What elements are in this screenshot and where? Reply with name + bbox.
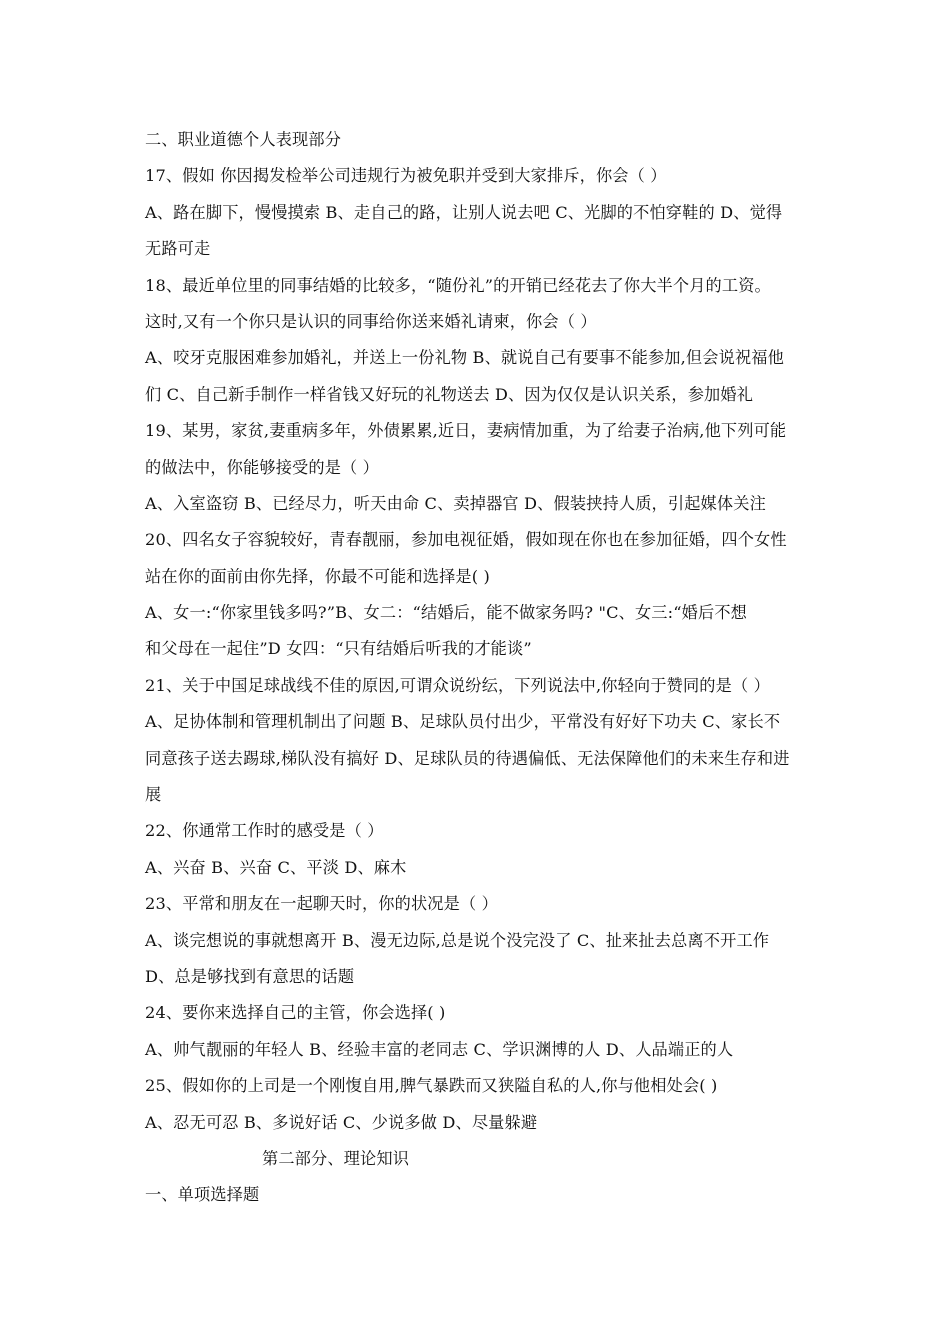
question-23: 23、平常和朋友在一起聊天时，你的状况是（ ） bbox=[145, 894, 498, 914]
question-20: 20、四名女子容貌较好，青春靓丽，参加电视征婚，假如现在你也在参加征婚，四个女性 bbox=[145, 530, 787, 550]
question-22: 22、你通常工作时的感受是（ ） bbox=[145, 821, 384, 841]
question-17: 17、假如 你因揭发检举公司违规行为被免职并受到大家排斥，你会（ ） bbox=[145, 166, 667, 186]
question-19-cont: 的做法中，你能够接受的是（ ） bbox=[145, 457, 380, 477]
question-17-options: A、路在脚下，慢慢摸索 B、走自己的路，让别人说去吧 C、光脚的不怕穿鞋的 D、觉得 bbox=[145, 202, 783, 222]
question-23-options: A、谈完想说的事就想离开 B、漫无边际,总是说个没完没了 C、扯来扯去总离不开工作 bbox=[145, 930, 770, 950]
question-21-options-end: 展 bbox=[145, 785, 162, 805]
question-25-options: A、忍无可忍 B、多说好话 C、少说多做 D、尽量躲避 bbox=[145, 1112, 538, 1132]
question-25: 25、假如你的上司是一个刚愎自用,脾气暴跌而又狭隘自私的人,你与他相处会( ) bbox=[145, 1076, 718, 1096]
question-24: 24、要你来选择自己的主管，你会选择( ) bbox=[145, 1003, 446, 1023]
question-22-options: A、兴奋 B、兴奋 C、平淡 D、麻木 bbox=[145, 857, 407, 877]
question-18: 18、最近单位里的同事结婚的比较多，“随份礼”的开销已经花去了你大半个月的工资。 bbox=[145, 275, 771, 295]
document-body bbox=[145, 122, 815, 1214]
question-21-options-cont: 同意孩子送去踢球,梯队没有搞好 D、足球队员的待遇偏低、无法保障他们的未来生存和进 bbox=[145, 748, 790, 768]
question-20-cont: 站在你的面前由你先择，你最不可能和选择是( ) bbox=[145, 566, 490, 586]
section-heading-single-choice: 一、单项选择题 bbox=[145, 1185, 260, 1205]
question-21: 21、关于中国足球战线不佳的原因,可谓众说纷纭，下列说法中,你轻向于赞同的是（ ） bbox=[145, 675, 770, 695]
part-two-heading: 第二部分、理论知识 bbox=[262, 1148, 410, 1168]
question-18-options-cont: 们 C、自己新手制作一样省钱又好玩的礼物送去 D、因为仅仅是认识关系，参加婚礼 bbox=[145, 384, 754, 404]
question-20-options: A、女一:“你家里钱多吗?”B、女二：“结婚后，能不做家务吗? "C、女三:“婚后不想 bbox=[145, 603, 748, 623]
question-23-options-cont: D、总是够找到有意思的话题 bbox=[145, 966, 355, 986]
question-18-cont: 这时,又有一个你只是认识的同事给你送来婚礼请柬，你会（ ） bbox=[145, 311, 597, 331]
section-heading-ethics: 二、职业道德个人表现部分 bbox=[145, 130, 342, 149]
question-18-options: A、咬牙克服困难参加婚礼，并送上一份礼物 B、就说自己有要事不能参加,但会说祝福他 bbox=[145, 348, 784, 368]
question-24-options: A、帅气靓丽的年轻人 B、经验丰富的老同志 C、学识渊博的人 D、人品端正的人 bbox=[145, 1039, 734, 1059]
question-19-options: A、入室盗窃 B、已经尽力，听天由命 C、卖掉器官 D、假装挟持人质，引起媒体关注 bbox=[145, 493, 766, 513]
question-21-options: A、足协体制和管理机制出了问题 B、足球队员付出少，平常没有好好下功夫 C、家长不 bbox=[145, 712, 781, 732]
question-17-options-cont: 无路可走 bbox=[145, 239, 211, 259]
question-20-options-cont: 和父母在一起住”D 女四：“只有结婚后听我的才能谈” bbox=[145, 639, 532, 659]
question-19: 19、某男，家贫,妻重病多年，外债累累,近日，妻病情加重，为了给妻子治病,他下列可能 bbox=[145, 421, 787, 441]
